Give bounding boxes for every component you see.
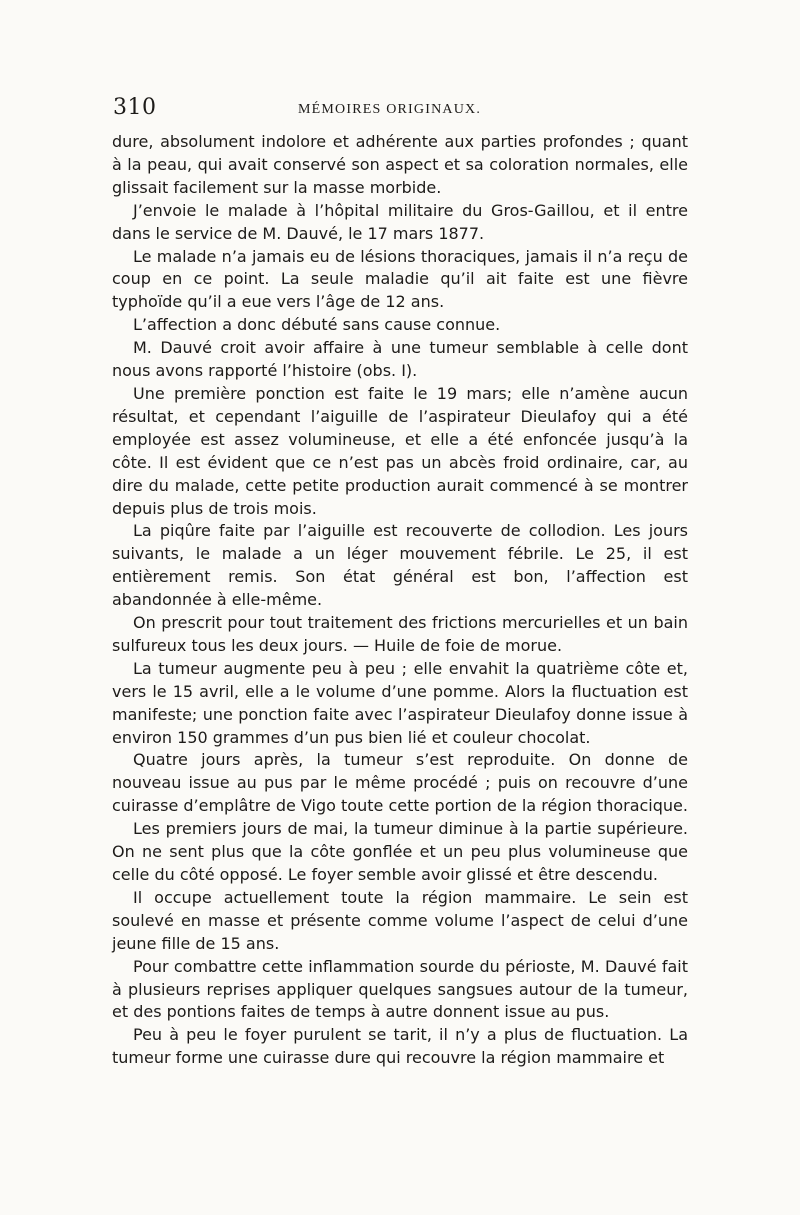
- page-header: [113, 95, 688, 125]
- paragraph: Quatre jours après, la tumeur s’est reproduite. On donne de nouveau issue au pus par le même procédé ; puis on recouvre d’une cuirasse d’emplâtre de Vigo toute cette portion de la région thoracique.: [112, 750, 688, 816]
- paragraph: Une première ponction est faite le 19 mars; elle n’amène aucun résultat, et cependant l’aiguille de l’aspirateur Dieulafoy qui a été employée est assez volumineuse, et elle a été enfoncée jusqu’à la côte. Il est évident que ce n’est pas un abcès froid ordinaire, car, au dire du malade, cette petite production aurait commencé à se montrer depuis plus de trois mois.: [112, 383, 688, 518]
- paragraph: J’envoie le malade à l’hôpital militaire du Gros-Gaillou, et il entre dans le service de M. Dauvé, le 17 mars 1877.: [112, 200, 688, 243]
- paragraph: L’affection a donc débuté sans cause connue.: [133, 315, 501, 335]
- paragraph: M. Dauvé croit avoir affaire à une tumeur semblable à celle dont nous avons rapporté l’histoire (obs. I).: [112, 338, 688, 381]
- paragraph: Pour combattre cette inflammation sourde du périoste, M. Dauvé fait à plusieurs reprises appliquer quelques sangsues autour de la tumeur, et des pontions faites de temps à autre donnent issue au pus.: [112, 956, 688, 1022]
- paragraph: dure, absolument indolore et adhérente aux parties profondes ; quant à la peau, qui avait conservé son aspect et sa coloration normales, elle glissait facilement sur la masse morbide.: [112, 132, 688, 197]
- paragraph: Les premiers jours de mai, la tumeur diminue à la partie supérieure. On ne sent plus que la côte gonflée et un peu plus volumineuse que celle du côté opposé. Le foyer semble avoir glissé et être descendu.: [112, 819, 688, 884]
- paragraph: Il occupe actuellement toute la région mammaire. Le sein est soulevé en masse et présente comme volume l’aspect de celui d’une jeune fille de 15 ans.: [112, 887, 688, 953]
- paragraph: Peu à peu le foyer purulent se tarit, il n’y a plus de fluctuation. La tumeur forme une cuirasse dure qui recouvre la région mammaire et: [112, 1025, 688, 1068]
- page-number: 310: [113, 95, 157, 120]
- paragraph: On prescrit pour tout traitement des frictions mercurielles et un bain sulfureux tous les deux jours. — Huile de foie de morue.: [112, 613, 688, 655]
- paragraph: La tumeur augmente peu à peu ; elle envahit la quatrième côte et, vers le 15 avril, elle a le volume d’une pomme. Alors la fluctuation est manifeste; une ponction faite avec l’aspirateur Dieulafoy donne issue à environ 150 grammes d’un pus bien lié et couleur chocolat.: [112, 658, 688, 747]
- paragraph: La piqûre faite par l’aiguille est recouverte de collodion. Les jours suivants, le malade a un léger mouvement fébrile. Le 25, il est entièrement remis. Son état général est bon, l’affection est abandonnée à elle-même.: [112, 521, 688, 610]
- body-text: [112, 131, 688, 1070]
- running-title: MÉMOIRES ORIGINAUX.: [298, 102, 482, 117]
- paragraph: Le malade n’a jamais eu de lésions thoraciques, jamais il n’a reçu de coup en ce point. La seule maladie qu’il ait faite est une fièvre typhoïde qu’il a eue vers l’âge de 12 ans.: [112, 246, 688, 312]
